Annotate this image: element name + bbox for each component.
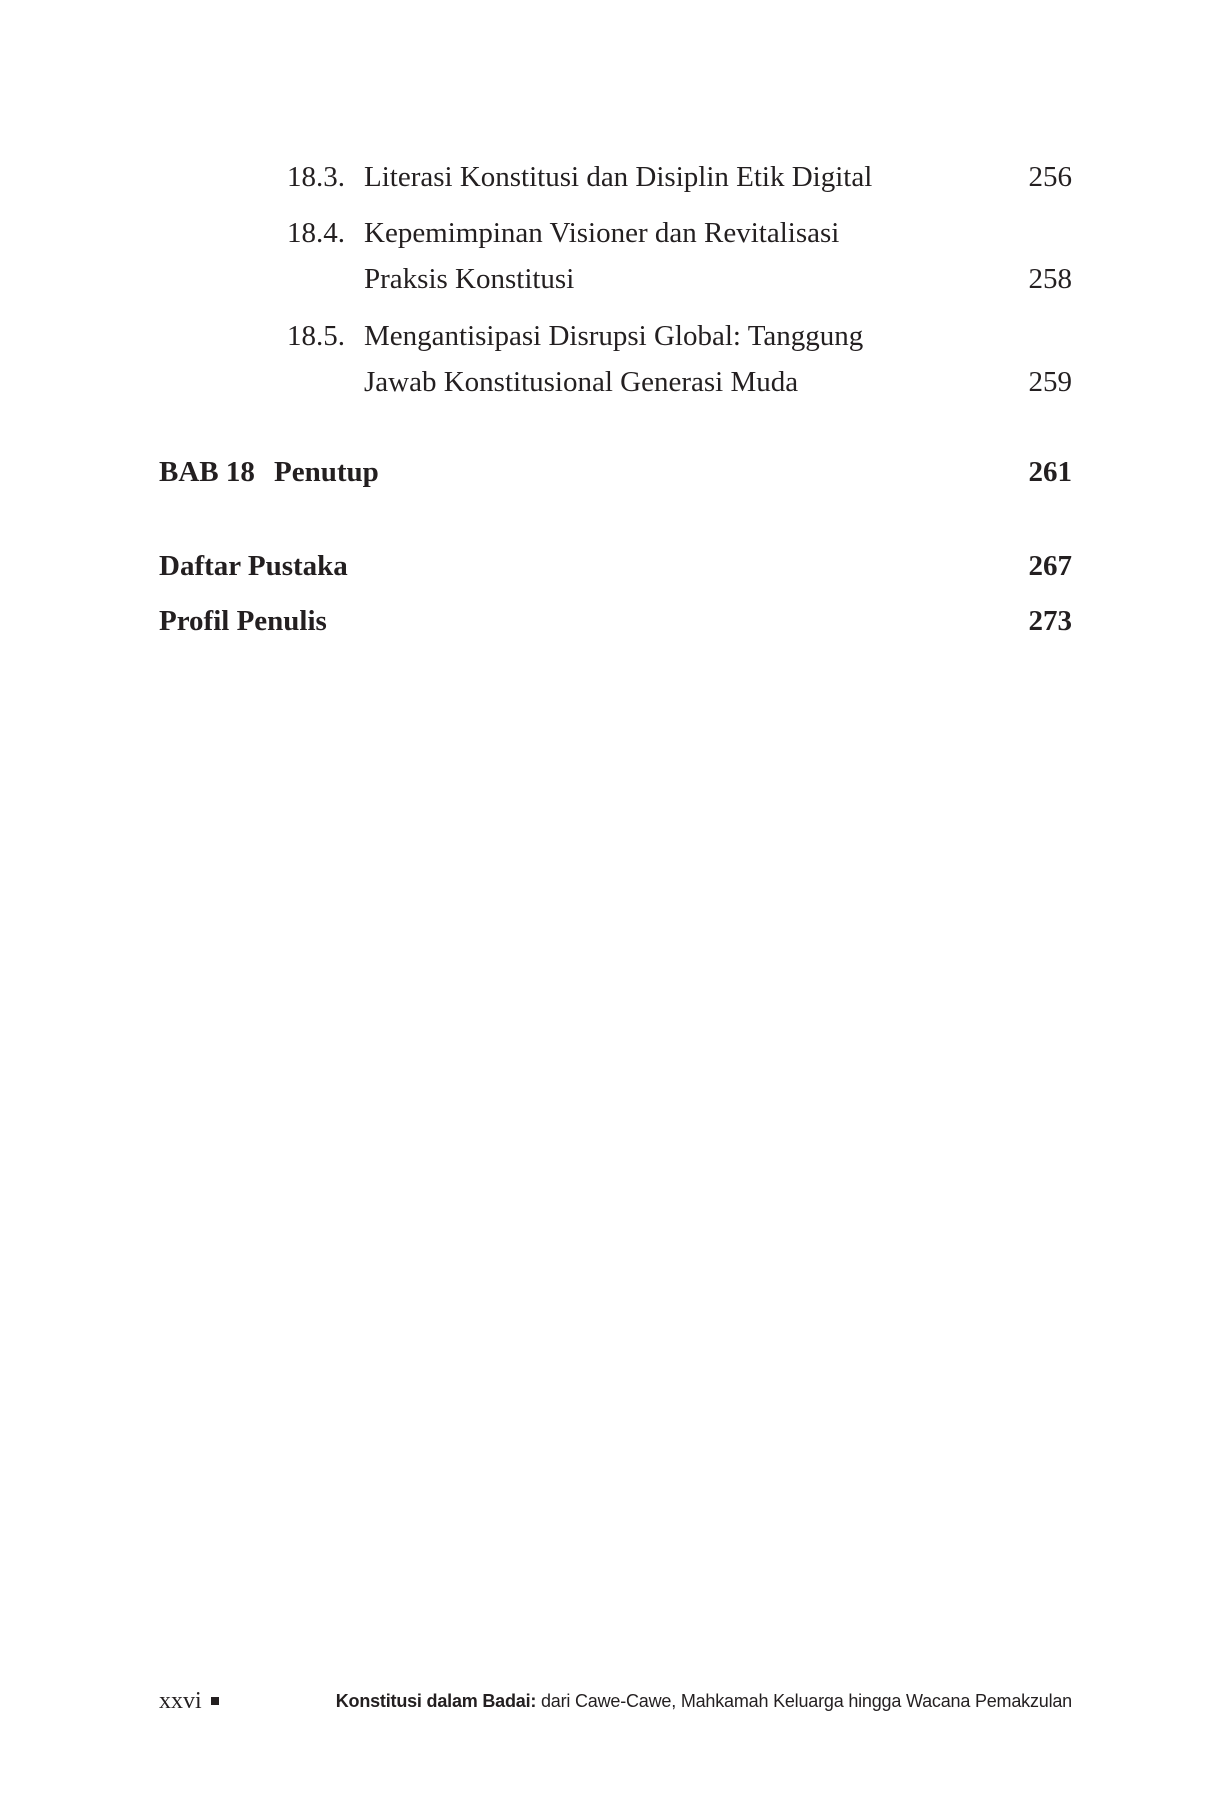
page-number: 273 (1028, 605, 1072, 637)
book-title: Konstitusi dalam Badai: (335, 1691, 537, 1711)
toc-entry-bab-18[interactable] (159, 452, 1072, 492)
page-number: 258 (1028, 263, 1072, 295)
entry-title: Profil Penulis (159, 605, 327, 637)
chapter-title: Penutup (274, 456, 379, 488)
toc-entry-18-3[interactable] (287, 154, 1072, 200)
toc-entry-profil-penulis[interactable] (159, 601, 1072, 641)
chapter-label: BAB 18 (159, 456, 255, 488)
running-head (336, 1686, 1072, 1716)
section-title-line: Mengantisipasi Disrupsi Global: Tanggung (364, 320, 864, 352)
page-number: 261 (1028, 456, 1072, 488)
section-title (364, 210, 964, 302)
section-number: 18.4. (287, 217, 345, 249)
square-bullet-icon (211, 1697, 219, 1705)
toc-entry-18-5[interactable] (287, 313, 1072, 405)
section-title-line: Literasi Konstitusi dan Disiplin Etik Digital (364, 161, 873, 193)
section-number: 18.3. (287, 161, 345, 193)
page-number: 256 (1028, 161, 1072, 193)
section-number: 18.5. (287, 320, 345, 352)
section-title-line: Praksis Konstitusi (364, 263, 575, 295)
page-footer (159, 1686, 1072, 1716)
folio-number: xxvi (159, 1688, 202, 1714)
page-number: 267 (1028, 550, 1072, 582)
section-title (364, 313, 964, 405)
entry-title: Daftar Pustaka (159, 550, 348, 582)
section-title (364, 154, 964, 200)
section-title-line: Kepemimpinan Visioner dan Revitalisasi (364, 217, 840, 249)
toc-entry-daftar-pustaka[interactable] (159, 546, 1072, 586)
book-subtitle: dari Cawe-Cawe, Mahkamah Keluarga hingga Wacana Pemakzulan (536, 1691, 1072, 1711)
section-title-line: Jawab Konstitusional Generasi Muda (364, 366, 799, 398)
toc-entry-18-4[interactable] (287, 210, 1072, 302)
folio (159, 1686, 219, 1716)
page-number: 259 (1028, 366, 1072, 398)
